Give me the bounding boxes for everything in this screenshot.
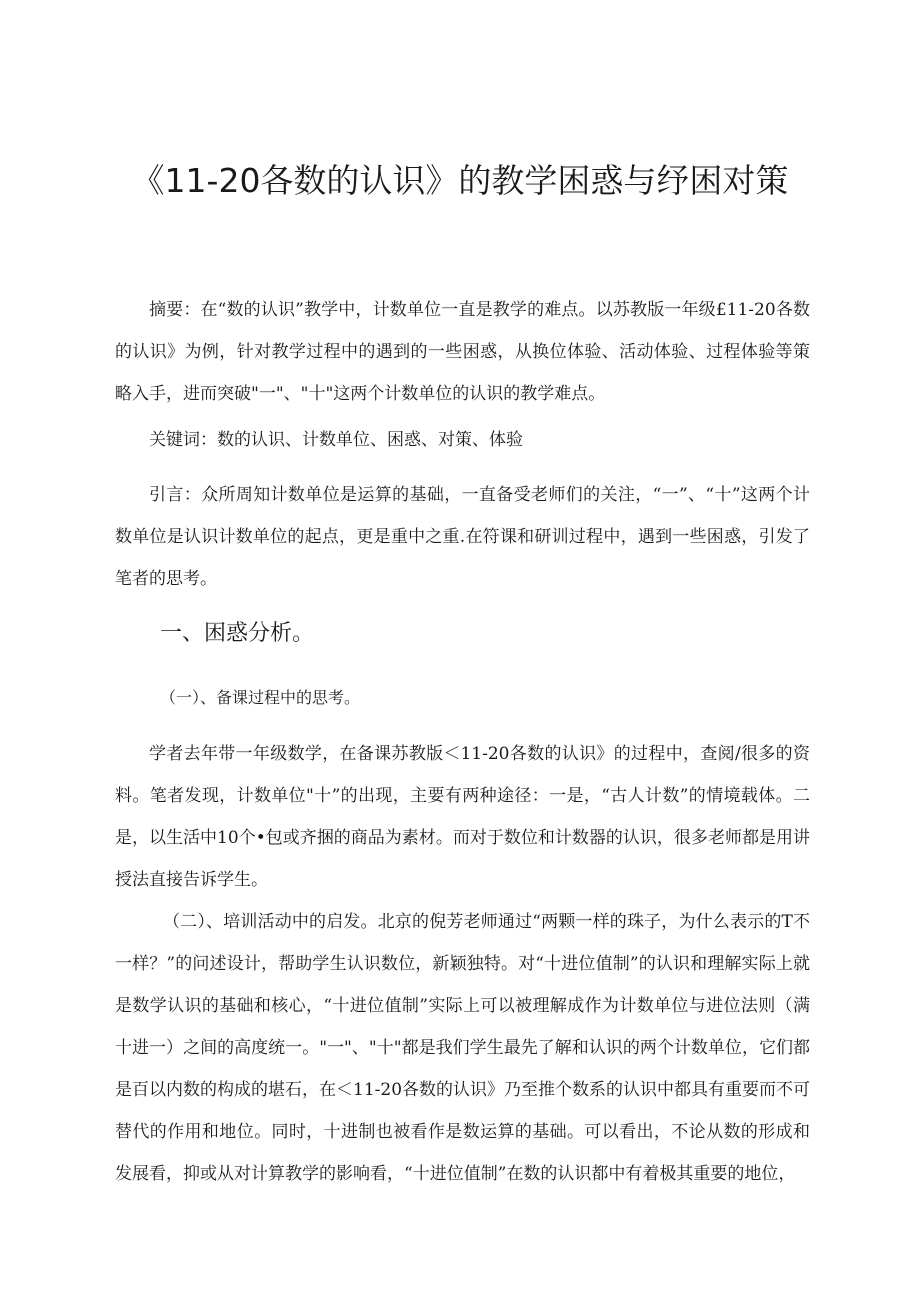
subsection-heading-lesson-prep: （一）、备课过程中的思考。	[160, 688, 361, 707]
lesson-prep-paragraph: 学者去年带一年级数学，在备课苏教版＜11-20各数的认识》的过程中，查阅/很多的资料。笔者发现，计数单位"十”的出现，主要有两种途径：一是，“古人计数”的情境载体。二是，以生活中10个•包或齐捆的商品为素材。而对于数位和计数器的认识，很多老师都是用讲授法直接告诉学生。	[115, 744, 810, 890]
document-title: 《11-20各数的认识》的教学困惑与纾困对策	[131, 161, 789, 200]
abstract-paragraph: 摘要：在“数的认识”教学中，计数单位一直是教学的难点。以苏教版一年级£11-20各数的认识》为例，针对教学过程中的遇到的一些困惑，从换位体验、活动体验、过程体验等策略入手，进而突破"一"、"十"这两个计数单位的认识的教学难点。	[115, 300, 810, 404]
section-heading-confusion-analysis: 一、困惑分析。	[160, 621, 315, 646]
training-inspiration-paragraph: （二）、培训活动中的启发。北京的倪芳老师通过“两颗一样的珠子，为什么表示的T不一样？”的问述设计，帮助学生认识数位，新颖独特。对“十进位值制”的认识和理解实际上就是数学认识的基础和核心，“十进位值制”实际上可以被理解成作为计数单位与进位法则（满十进一）之间的高度统一。"一"、"十"都是我们学生最先了解和认识的两个计数单位，它们都是百以内数的构成的堪石，在＜11-20各数的认识》乃至推个数系的认识中都具有重要而不可替代的作用和地位。同时，十进制也被看作是数运算的基础。可以看出，不论从数的形成和发展看，抑或从对计算教学的影响看，“十进位值制”在数的认识都中有着极其重要的地位，	[115, 912, 811, 1184]
keywords-paragraph: 关键词：数的认识、计数单位、困惑、对策、体验	[149, 430, 523, 450]
intro-paragraph: 引言：众所周知计数单位是运算的基础，一直备受老师们的关注，“一”、“十”这两个计数单位是认识计数单位的起点，更是重中之重.在符课和研训过程中，遇到一些困惑，引发了笔者的思考。	[115, 485, 810, 589]
